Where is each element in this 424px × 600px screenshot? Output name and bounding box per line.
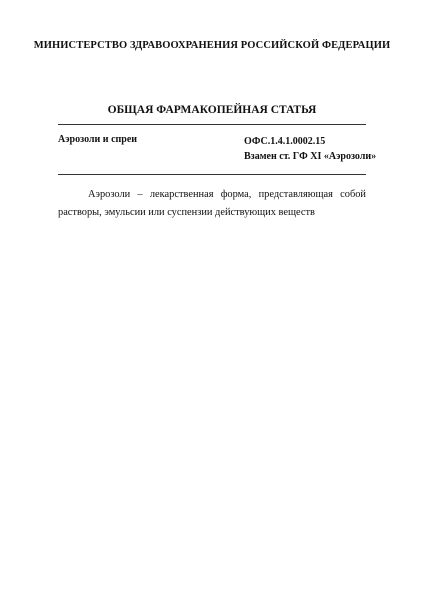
article-body bbox=[58, 186, 366, 227]
ministry-header: МИНИСТЕРСТВО ЗДРАВООХРАНЕНИЯ РОССИЙСКОЙ ФЕДЕРАЦИИ bbox=[33, 40, 391, 51]
article-code-block bbox=[244, 134, 376, 164]
article-code: ОФС.1.4.1.0002.15 bbox=[244, 136, 326, 147]
top-divider bbox=[58, 124, 366, 125]
bottom-divider bbox=[58, 174, 366, 175]
article-title: ОБЩАЯ ФАРМАКОПЕЙНАЯ СТАТЬЯ bbox=[107, 104, 317, 116]
paragraph-1: Аэрозоли – лекарственная форма, представляющая собой растворы, эмульсии или суспензии действующих веществ bbox=[58, 189, 366, 218]
article-name: Аэрозоли и спреи bbox=[58, 134, 138, 145]
replaces-note: Взамен ст. ГФ XI «Аэрозоли» bbox=[244, 151, 377, 162]
